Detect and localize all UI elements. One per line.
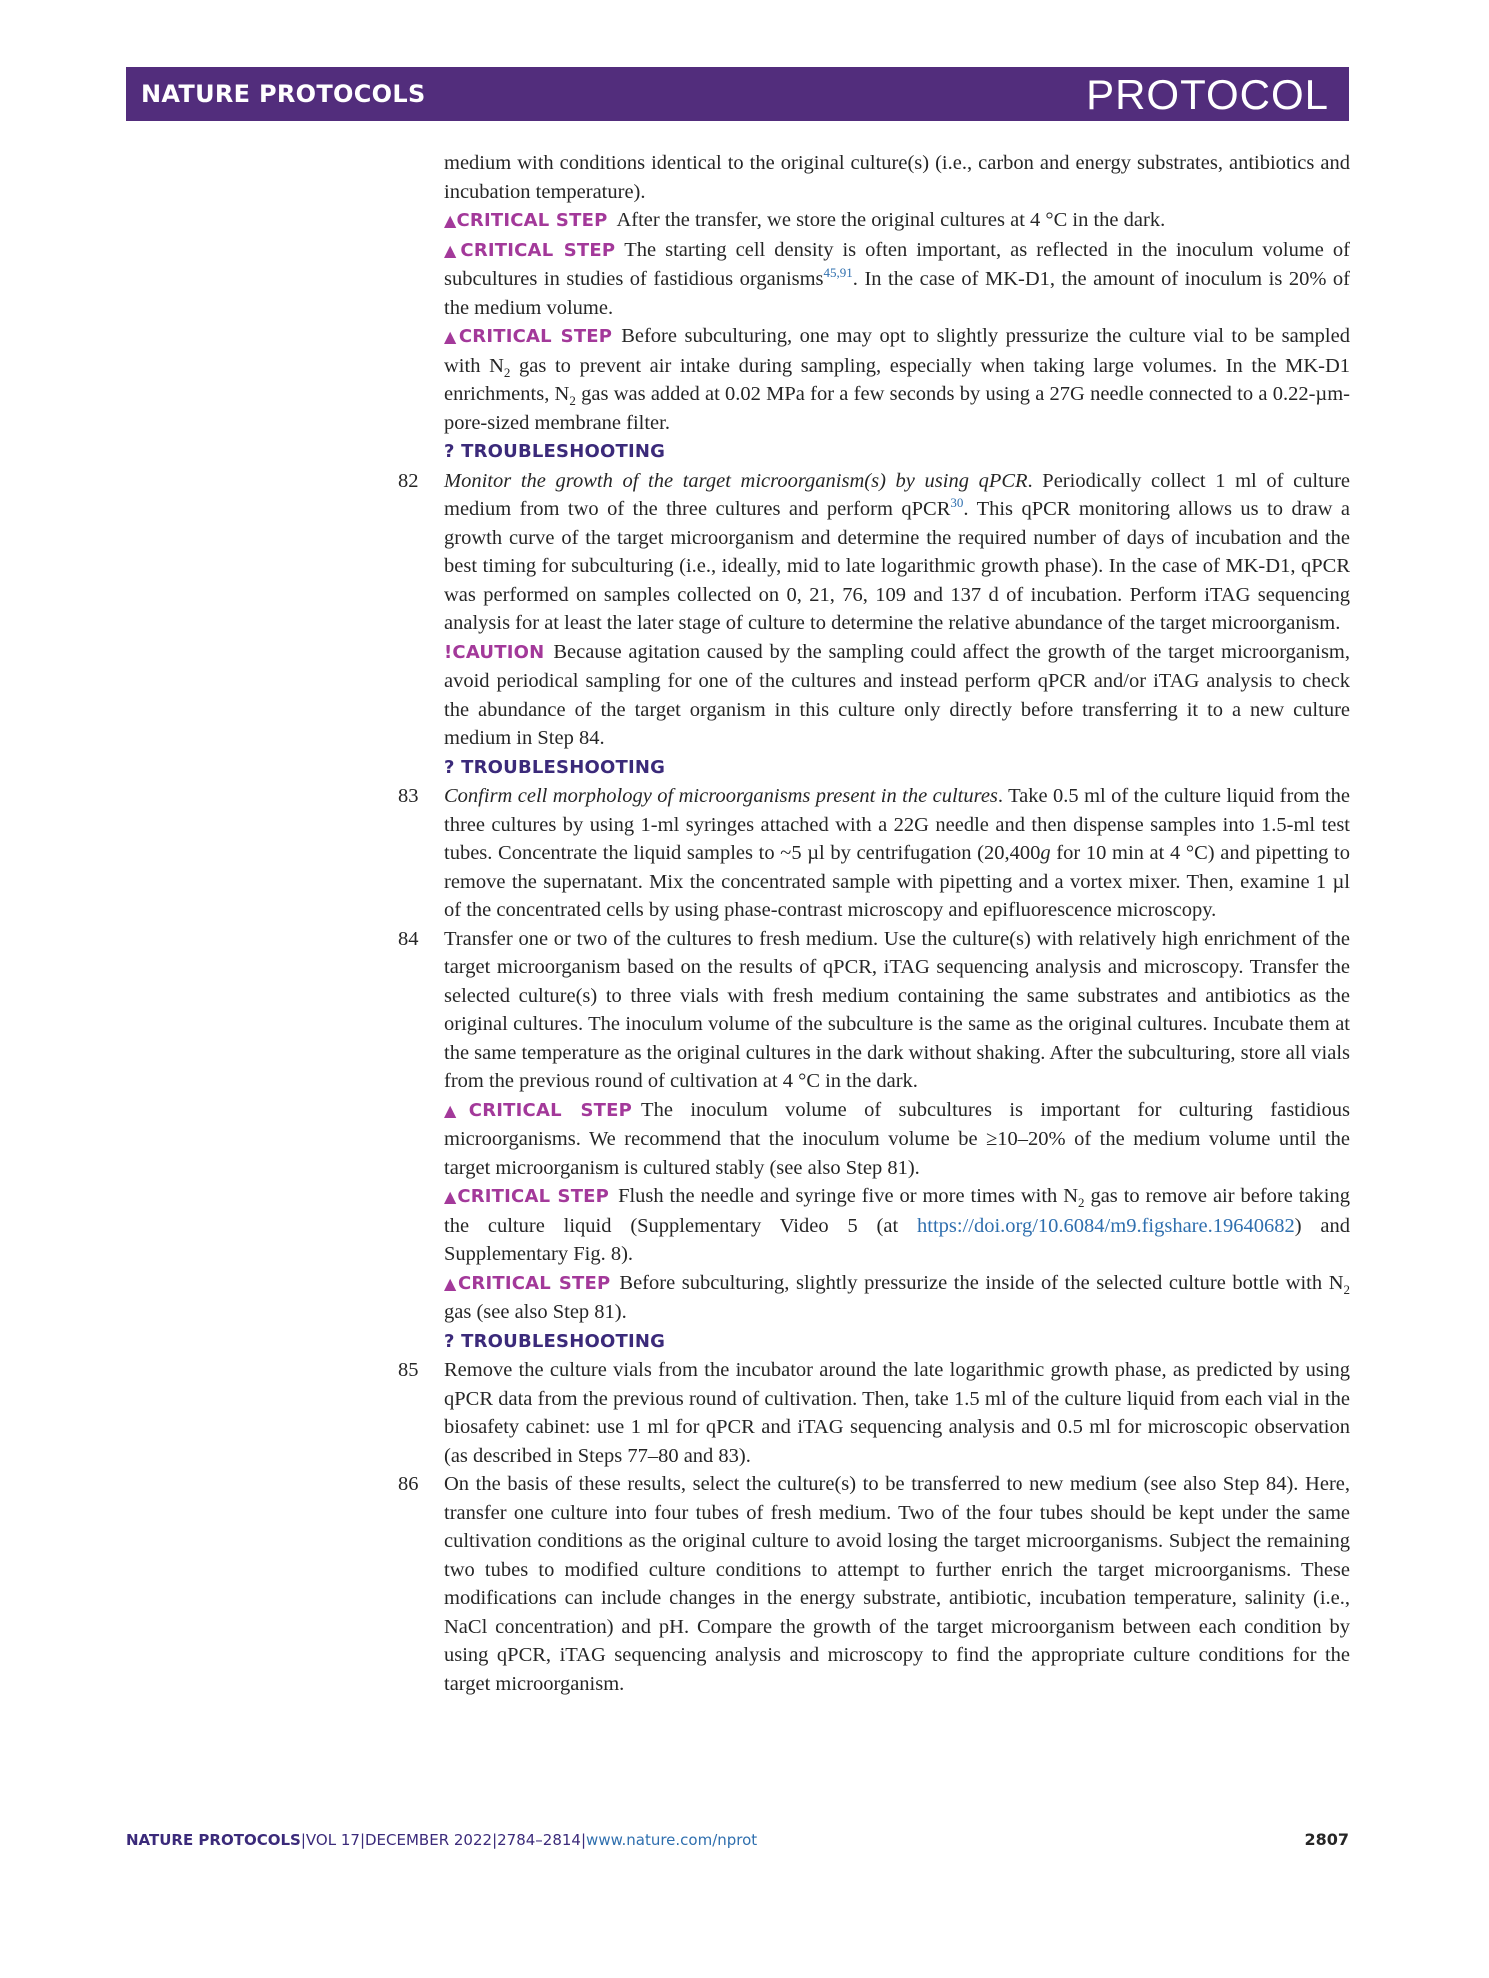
reference-link[interactable]: 30 [950, 495, 964, 511]
doi-link[interactable]: https://doi.org/10.6084/m9.figshare.19640682 [917, 1214, 1295, 1237]
warning-triangle-icon: ▲ [444, 327, 459, 346]
warning-triangle-icon: ▲ [444, 1273, 458, 1293]
critical-step-label: ▲CRITICAL STEP [444, 326, 613, 347]
step-82: 82 Monitor the growth of the target microorganism(s) by using qPCR. Periodically collect 1 ml of culture medium from two of the three cultures and perform qPCR$^{30}$. This qPCR monitoring allows us to draw a growth curve of the target microorganism and determine the required number of days of incubation and the best timing for subculturing (i.e., ideally, mid to late logarithmic growth phase). In the case of MK-D1, qPCR was performed on samples collected on 0, 21, 76, 109 and 137 d of incubation. Perform iTAG sequencing analysis for at least the later stage of culture to determine the relative abundance of the target microorganism. !CAUTION Because agitation caused by the sampling could affect the growth of the target microorganism, avoid periodical sampling for one of the cultures and instead perform qPCR and/or iTAG analysis to check the abundance of the target organism in this culture only directly before transferring it to a new culture medium in Step 84. ? TROUBLESHOOTING [444, 467, 1350, 783]
critical-step: ▲CRITICAL STEP Before subculturing, one may opt to slightly pressurize the culture vial to be sampled with $N_2$ gas to prevent air intake during sampling, especially when taking large volumes. In the MK-D1 enrichments, $N_2$ gas was added at 0.02 MPa for a few seconds by using a 27G needle connected to a 0.22-µm-pore-sized membrane filter. [444, 325, 1351, 434]
critical-step: ▲CRITICAL STEP The inoculum volume of subcultures is important for culturing fastidious microorganisms. We recommend that the inoculum volume be ≥10–20% of the medium volume until the target microorganism is cultured stably (see also Step 81). [444, 1098, 1351, 1179]
main-content [398, 149, 1351, 1698]
critical-step-label: ▲CRITICAL STEP [444, 1272, 611, 1294]
footer-citation: NATURE PROTOCOLS|VOL 17|DECEMBER 2022|2784–2814|www.nature.com/nprot [126, 1831, 758, 1849]
critical-step-label: ▲CRITICAL STEP [444, 239, 616, 261]
troubleshooting-link[interactable]: ? TROUBLESHOOTING [444, 756, 666, 778]
caution-note: !CAUTION Because agitation caused by the sampling could affect the growth of the target microorganism, avoid periodical sampling for one of the cultures and instead perform qPCR and/or iTAG analysis to check the abundance of the target organism in this culture only directly before transferring it to a new culture medium in Step 84. [444, 640, 1350, 749]
header-bar [126, 67, 1349, 121]
warning-triangle-icon: ▲ [444, 1100, 469, 1120]
step-number: 83 [398, 785, 419, 807]
step-number: 84 [398, 927, 419, 950]
step-number: 85 [398, 1359, 419, 1381]
warning-triangle-icon: ▲ [444, 1187, 458, 1206]
step-83: 83 Confirm cell morphology of microorganisms present in the cultures. Take 0.5 ml of the culture liquid from the three cultures by using 1-ml syringes attached with a 22G needle and then dispense samples into 1.5-ml test tubes. Concentrate the liquid samples to ~5 µl by centrifugation (20,400g for 10 min at 4 °C) and pipetting to remove the supernatant. Mix the concentrated sample with pipetting and a vortex mixer. Then, examine 1 µl of the concentrated cells by using phase-contrast microscopy and epifluorescence microscopy. [444, 782, 1350, 925]
warning-triangle-icon: ▲ [444, 240, 461, 260]
article-type: PROTOCOL [1086, 71, 1329, 118]
critical-step: ▲CRITICAL STEP Flush the needle and syringe five or more times with $N_2$ gas to remove air before taking the culture liquid (Supplementary Video 5 (at https://doi.org/10.6084/m9.figshare.19640682) and Supplementary Fig. 8). [444, 1185, 1350, 1265]
troubleshooting-link[interactable]: ? TROUBLESHOOTING [444, 441, 666, 462]
critical-step: ▲CRITICAL STEP Before subculturing, slightly pressurize the inside of the selected culture bottle with $N_2$ gas (see also Step 81). [444, 1271, 1351, 1323]
critical-step: ▲CRITICAL STEP The starting cell density is often important, as reflected in the inoculum volume of subcultures in studies of fastidious organisms$^{45,91}$. In the case of MK-D1, the amount of inoculum is 20% of the medium volume. [444, 238, 1350, 319]
critical-step: ▲CRITICAL STEP After the transfer, we store the original cultures at 4 °C in the dark. [444, 209, 1166, 231]
page-number: 2807 [1304, 1830, 1349, 1849]
journal-name: NATURE PROTOCOLS [141, 80, 426, 108]
warning-triangle-icon: ▲ [444, 211, 457, 230]
step-85: 85 Remove the culture vials from the incubator around the late logarithmic growth phase, as predicted by using qPCR data from the previous round of cultivation. Then, take 1.5 ml of the culture liquid from each vial in the biosafety cabinet: use 1 ml for qPCR and iTAG sequencing analysis and 0.5 ml for microscopic observation (as described in Steps 77–80 and 83). [444, 1356, 1350, 1470]
journal-url-link[interactable]: www.nature.com/nprot [586, 1831, 758, 1849]
troubleshooting-link[interactable]: ? TROUBLESHOOTING [444, 1330, 666, 1352]
step-84: 84 Transfer one or two of the cultures to fresh medium. Use the culture(s) with relatively high enrichment of the target microorganism based on the results of qPCR, iTAG sequencing analysis and microscopy. Transfer the selected culture(s) to three vials with fresh medium containing the same substrates and antibiotics as the original cultures. The inoculum volume of the subculture is the same as the original cultures. Incubate them at the same temperature as the original cultures in the dark without shaking. After the subculturing, store all vials from the previous round of cultivation at 4 °C in the dark. ▲CRITICAL STEP The inoculum volume of subcultures is important for culturing fastidious microorganisms. We recommend that the inoculum volume be ≥10–20% of the medium volume until the target microorganism is cultured stably (see also Step 81). ▲CRITICAL STEP Flush the needle and syringe five or more times with $N_2$ gas to remove air before taking the culture liquid (Supplementary Video 5 (at https://doi.org/10.6084/m9.figshare.19640682) and Supplementary Fig. 8). ▲CRITICAL STEP Before subculturing, slightly pressurize the inside of the selected culture bottle with $N_2$ gas (see also Step 81). ? TROUBLESHOOTING [444, 925, 1350, 1357]
continued-paragraph: medium with conditions identical to the original culture(s) (i.e., carbon and energy substrates, antibiotics and incubation temperature). [444, 152, 1350, 203]
critical-step-label: ▲CRITICAL STEP [444, 1186, 610, 1207]
footer [126, 1830, 1349, 1854]
caution-label: !CAUTION [444, 641, 545, 663]
step-number: 82 [398, 469, 419, 492]
step-title: Confirm cell morphology of microorganisms present in the cultures [444, 785, 998, 807]
critical-step-label: ▲CRITICAL STEP [444, 1099, 633, 1121]
step-number: 86 [398, 1473, 419, 1495]
critical-step-label: ▲CRITICAL STEP [444, 210, 608, 231]
step-title: Monitor the growth of the target microorganism(s) by using qPCR [444, 469, 1028, 492]
step-86: 86 On the basis of these results, select the culture(s) to be transferred to new medium (see also Step 84). Here, transfer one culture into four tubes of fresh medium. Two of the four tubes should be kept under the same cultivation conditions as the original culture to avoid losing the target microorganisms. Subject the remaining two tubes to modified culture conditions to attempt to further enrich the target microorganisms. These modifications can include changes in the energy substrate, antibiotic, incubation temperature, salinity (i.e., NaCl concentration) and pH. Compare the growth of the target microorganism between each condition by using qPCR, iTAG sequencing analysis and microscopy to find the appropriate culture conditions for the target microorganism. [444, 1470, 1350, 1698]
reference-link[interactable]: 45,91 [823, 265, 853, 281]
